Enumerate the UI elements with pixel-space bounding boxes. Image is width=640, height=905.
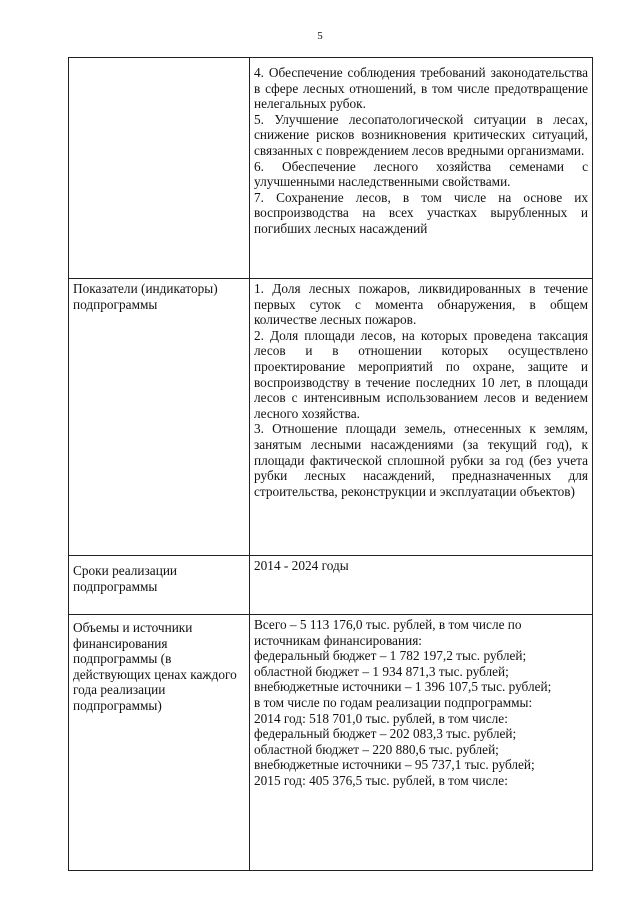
indicator-paragraph: 2. Доля площади лесов, на которых проведена таксация лесов и в отношении которых осуществлено проектирование мероприятий по охране, защите и воспроизводству в течение последних 10 лет, в площади лесов с интенсивным использованием лесов и ведением лесного хозяйства. xyxy=(254,327,588,421)
funding-line: федеральный бюджет – 1 782 197,2 тыс. рублей; xyxy=(254,648,527,664)
row-label-empty xyxy=(69,58,250,279)
funding-line: 2015 год: 405 376,5 тыс. рублей, в том числе: xyxy=(254,772,508,788)
table-row-indicators xyxy=(69,279,593,556)
funding-line: 2014 год: 518 701,0 тыс. рублей, в том числе: xyxy=(254,710,508,726)
funding-line: областной бюджет – 1 934 871,3 тыс. рублей; xyxy=(254,663,509,679)
page-number: 5 xyxy=(317,30,323,42)
funding-line: областной бюджет – 220 880,6 тыс. рублей; xyxy=(254,741,499,757)
funding-line: внебюджетные источники – 95 737,1 тыс. рублей; xyxy=(254,757,535,773)
task-paragraph: 5. Улучшение лесопатологической ситуации в лесах, снижение рисков возникновения критических ситуаций, связанных с повреждением лесов вредными организмами. xyxy=(254,111,588,158)
table-row-tasks xyxy=(69,58,593,279)
funding-line: в том числе по годам реализации подпрограммы: xyxy=(254,694,533,710)
indicator-paragraph: 3. Отношение площади земель, отнесенных к землям, занятым лесными насаждениями (за текущий год), к площади фактической сплошной рубки за год (без учета рубки лесных насаждений, предназначенных для строительства, реконструкции и эксплуатации объектов) xyxy=(254,421,588,499)
table-row-funding xyxy=(69,615,593,871)
indicator-paragraph: 1. Доля лесных пожаров, ликвидированных в течение первых суток с момента обнаружения, в общем количестве лесных пожаров. xyxy=(254,281,588,328)
funding-cell xyxy=(250,615,593,871)
subprogram-passport-table xyxy=(68,57,593,871)
task-paragraph: 7. Сохранение лесов, в том числе на основе их воспроизводства на всех участках вырубленных и погибших лесных насаждений xyxy=(254,189,588,236)
table-row-timeline xyxy=(69,556,593,615)
indicators-cell xyxy=(250,279,593,556)
tasks-cell xyxy=(250,58,593,279)
funding-line: внебюджетные источники – 1 396 107,5 тыс. рублей; xyxy=(254,679,552,695)
row-label-funding: Объемы и источники финансирования подпрограммы (в действующих ценах каждого года реализации подпрограммы) xyxy=(69,615,250,871)
row-label-timeline: Сроки реализации подпрограммы xyxy=(69,556,250,615)
timeline-value: 2014 - 2024 годы xyxy=(250,556,593,615)
row-label-indicators: Показатели (индикаторы) подпрограммы xyxy=(69,279,250,556)
task-paragraph: 4. Обеспечение соблюдения требований законодательства в сфере лесных отношений, в том числе предотвращение нелегальных рубок. xyxy=(254,65,588,112)
funding-line: Всего – 5 113 176,0 тыс. рублей, в том числе по источникам финансирования: xyxy=(254,617,522,648)
task-paragraph: 6. Обеспечение лесного хозяйства семенами с улучшенными наследственными свойствами. xyxy=(254,158,588,190)
funding-line: федеральный бюджет – 202 083,3 тыс. рублей; xyxy=(254,726,517,742)
